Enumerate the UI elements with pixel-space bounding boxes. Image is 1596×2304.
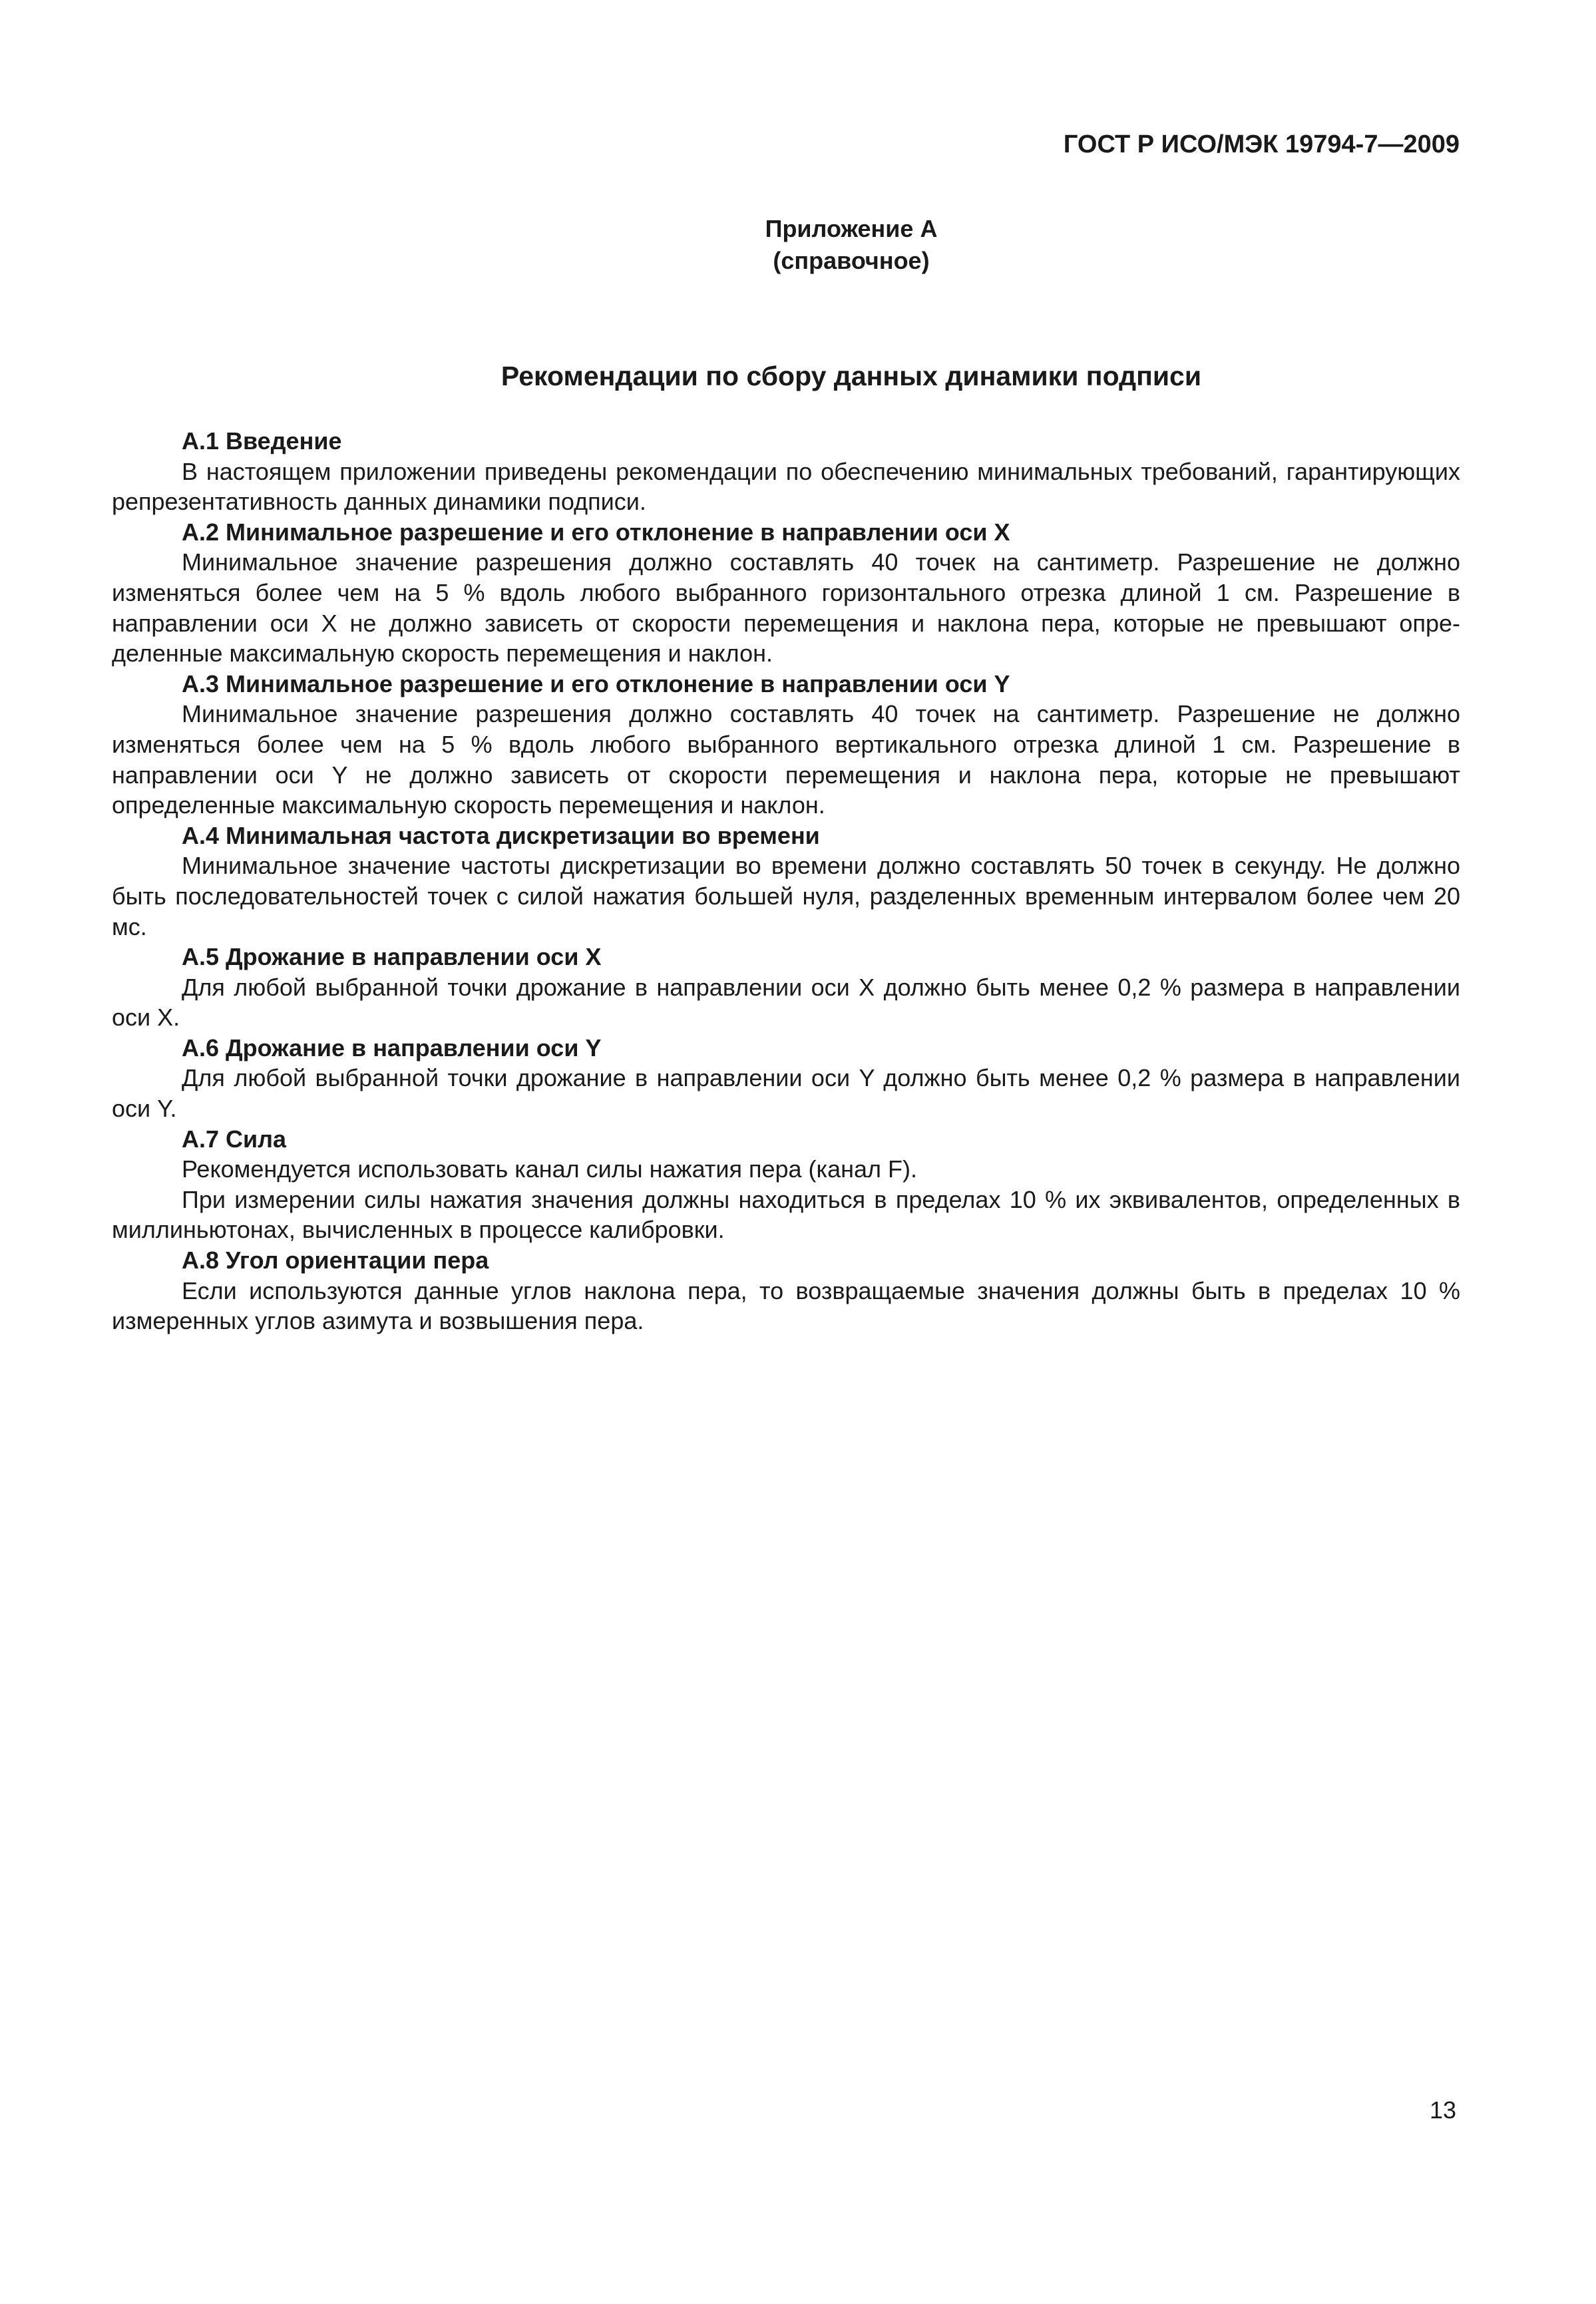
section-heading-a6: А.6 Дрожание в направлении оси Y	[182, 1034, 602, 1061]
section-heading-a2: А.2 Минимальное разрешение и его отклонение в направлении оси X	[182, 518, 1010, 546]
section-paragraph: Минимальное значение разрешения должно составлять 40 точек на сантиметр. Разрешение не должно изменяться более чем на 5 % вдоль любого выбранного вертикального отрезка длиной 1 см. Разрешение в направлении оси Y не должно зависеть от скорости перемещения и наклона пера, которые не превышают определенные максимальную скорость перемещения и наклон.	[112, 700, 1460, 819]
annex-heading	[0, 213, 1596, 277]
section-heading-a7: А.7 Сила	[182, 1125, 287, 1153]
annex-status: (справочное)	[773, 247, 930, 274]
section-heading-a1: А.1 Введение	[182, 427, 342, 455]
section-paragraph: Если используются данные углов наклона пера, то возвращаемые значения должны быть в пределах 10 % измеренных углов азимута и возвышения пера.	[112, 1276, 1460, 1335]
section-paragraph: Для любой выбранной точки дрожание в направлении оси Y должно быть менее 0,2 % размера в направлении оси Y.	[112, 1064, 1460, 1123]
annex-title: Приложение А	[765, 215, 938, 242]
section-heading-a4: А.4 Минимальная частота дискретизации во времени	[182, 821, 820, 849]
section-paragraph: Для любой выбранной точки дрожание в направлении оси X должно быть менее 0,2 % размера в направлении оси X.	[112, 973, 1460, 1032]
section-heading-a5: А.5 Дрожание в направлении оси X	[182, 943, 602, 971]
section-paragraph: Рекомендуется использовать канал силы нажатия пера (канал F).	[182, 1155, 917, 1183]
section-paragraph: Минимальное значение частоты дискретизации во времени должно составлять 50 точек в секунду. Не должно быть последовательностей точек с силой нажатия большей нуля, разделенных временным интервалом более чем 20 мс.	[112, 852, 1460, 940]
standard-id: ГОСТ Р ИСО/МЭК 19794-7—2009	[1063, 130, 1460, 158]
section-paragraph: Минимальное значение разрешения должно составлять 40 точек на сантиметр. Разрешение не должно изменяться более чем на 5 % вдоль любого выбранного горизонтального отрезка длиной 1 см. Разрешение в направлении оси X не должно зависеть от скорости перемещения и наклона пера, которые не превышают определенные максимальную скорость перемещения и наклон.	[112, 548, 1460, 668]
section-paragraph: При измерении силы нажатия значения должны находиться в пределах 10 % их эквивалентов, определенных в миллиньютонах, вычисленных в процессе калибровки.	[112, 1185, 1460, 1244]
document-title: Рекомендации по сбору данных динамики подписи	[500, 361, 1202, 391]
section-heading-a8: А.8 Угол ориентации пера	[182, 1247, 489, 1274]
section-heading-a3: А.3 Минимальное разрешение и его отклонение в направлении оси Y	[182, 670, 1010, 697]
page-number: 13	[1429, 2096, 1456, 2124]
document-body	[112, 426, 1460, 1336]
section-paragraph: В настоящем приложении приведены рекомендации по обеспечению минимальных требований, гарантирующих репрезентативность данных динамики подписи.	[112, 457, 1460, 516]
